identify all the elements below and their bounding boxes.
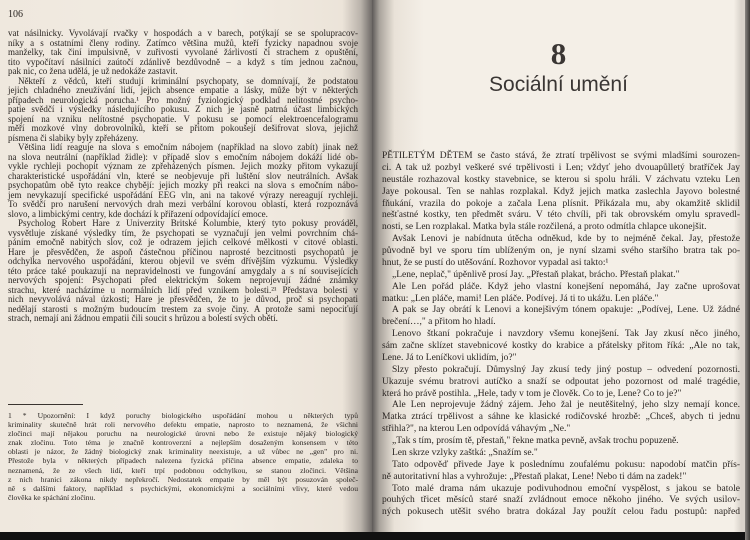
text-line: páním emočně nabitých slov, což je odrazem jejich celkové mělkosti v citové oblasti. xyxy=(8,237,358,247)
text-line: sám začne sklízet stavebnicové kostky do krabice a přátelsky přitom říká: „Ale no tak, xyxy=(382,341,740,351)
text-line: jejich chladného zneužívání lidí, jejich absence empatie a lásky, může být v některých xyxy=(8,85,358,95)
text-line: písmena či slabiky byly zpřeházeny. xyxy=(8,132,139,143)
text-line: Ukazuje svému bratrovi autíčko a snaží se odpoutat jeho pozornost od malé tragédie, xyxy=(382,376,740,387)
text-line: spojení na vzniku nelítostné psychopatie. V pokusu se pomocí elektroencefalogramu xyxy=(8,113,358,124)
text-line: Ale Len neprojevuje žádný zájem. Jeho žal je neutěšitelný, jeho slzy nemají konce. xyxy=(392,400,740,411)
paragraph xyxy=(382,151,740,234)
text-line: fňukání, vrazila do pokoje a začala Lena plísnit. Přikázala mu, aby okamžitě sklidil xyxy=(382,198,740,209)
text-line: Slzy přesto pokračují. Důmyslný Jay zkusí tedy jiný postup – odvedení pozornosti. xyxy=(392,364,740,375)
footnote-line: z nich hranici zákona nikdy nepřekročí. Nedostatek empatie by měl být posuzován společ- xyxy=(8,474,358,484)
text-line: ně autoritativní hlas a vyhrožuje: „Přestaň plakat, Lene! Nebo ti dám na zadek!" xyxy=(382,471,687,482)
page-number: 106 xyxy=(8,9,23,20)
text-line: PĚTILETÝM DĚTEM se často stává, že ztratí trpělivost se svými mladšími sourozen- xyxy=(382,151,740,161)
text-line: která ho právě postihla. „Hele, tady v tom je člověk. Co to je, Lene? Co to je?" xyxy=(382,388,682,399)
text-line: nedělají starosti s možným budoucím trestem za svoje činy. A protože sami nepociťují xyxy=(8,303,358,314)
footnote-divider xyxy=(8,404,83,405)
text-line: Hare je přesvědčen, že aspoň částečnou příčinou naprosté bezcitnosti psychopatů je xyxy=(8,246,358,257)
text-line: vat násilnicky. Vyvolávají rvačky v hospodách a v barech, potýkají se se spolupracov- xyxy=(8,28,358,38)
text-line: brečení…," a přitom ho hladí. xyxy=(382,317,496,328)
text-line: psychopatům obě tyto reakce chybějí: jejich mozky při reakci na slova s emočním nábo- xyxy=(8,180,358,190)
text-line: Lenovo štkaní pokračuje i navzdory všemu konejšení. Tak Jay zkusí něco jiného, xyxy=(392,329,740,340)
text-line: Toto malé drama nám ukazuje podivuhodnou emoční vyspělost, s jakou se batole xyxy=(392,483,740,494)
book-edge xyxy=(745,0,750,540)
paragraph xyxy=(382,400,740,436)
left-page xyxy=(0,0,372,532)
paragraph xyxy=(382,460,740,484)
text-line: patie svědčí i výsledky následujícího pokusu. Z nich je jasně patrná účast limbických xyxy=(8,104,358,114)
text-line: Jaye pokousal. Ten se nahlas rozplakal. Když jejich matka zaslechla Jayovo bolestné xyxy=(382,186,740,197)
text-line: nich nevyvolává nával úzkosti; Hare je přesvědčen, že to je důvod, proč si psychopati xyxy=(8,294,358,304)
text-line: vysvětluje získané výsledky tím, že psychopati se vyznačují jen velmi povrchním chá- xyxy=(8,227,358,238)
text-line: „Tak s tím, prosím tě, přestaň," řekne matka pevně, avšak trochu popuzeně. xyxy=(392,436,679,446)
paragraph xyxy=(382,365,740,401)
text-line: nervových spojení: Psychopati před elektrickým šokem neprojevují žádné známky xyxy=(8,275,358,285)
text-line: slovo, a limbickými centry, kde dochází k přiřazení odpovídající emoce. xyxy=(8,208,268,219)
paragraph xyxy=(382,329,740,365)
paragraph xyxy=(382,305,740,329)
footnote-line: 1 * Upozornění: I když poruchy biologického uspořádání mohou u některých typů xyxy=(8,411,358,420)
text-line: strachu, které nacházíme u normálních lidí před vznikem bolesti.²¹ Představa bolesti v xyxy=(8,284,358,295)
text-line: měří mozkové vlny dobrovolníků, kteří se přitom pokoušejí dešifrovat slova, jejichž xyxy=(8,123,358,133)
chapter-title: Sociální umění xyxy=(489,73,628,96)
text-line: hnut, že se pustí do utěšování. Rozhovor vypadal asi takto:¹ xyxy=(382,257,609,268)
text-line: strach, nemají ani žádnou empatii čili soucit s hrůzou a bolestí svých obětí. xyxy=(8,313,278,323)
text-line: jem nevykazují specifické uspořádání EEG vln, ani na takové výrazy nereagují rychleji. xyxy=(8,189,358,200)
paragraph xyxy=(8,219,358,324)
paragraph xyxy=(8,29,358,77)
text-line: A pak se Jay obrátí k Lenovi a konejšivým tónem opakuje: „Podívej, Lene. Už žádné xyxy=(392,305,740,316)
text-line: ci. A tak už pozbyl veškeré své trpělivosti i Len; vždyť jeho dvouapůlletý bratříček Jay xyxy=(382,162,740,173)
text-line: na slova neutrální (například židle): v případě slov s emočním nábojem dokáží lidé ob- xyxy=(8,151,358,162)
footnote-line: kriminality skutečně hrát roli nervového defektu empatie, naprosto to neznamená, že všichni xyxy=(8,420,358,430)
left-page-body xyxy=(8,29,358,324)
text-line: pouhých třicet měsíců staré snaží zvládnout emoce někoho jiného. Ve svých usilov- xyxy=(382,495,740,506)
paragraph xyxy=(382,448,740,460)
paragraph xyxy=(8,143,358,219)
text-line: manželky, tak činí impulsivně, v zuřivosti vyvolané žárlivostí či strachem z opuštění, xyxy=(8,47,358,57)
paragraph xyxy=(382,234,740,270)
footnote-line: zločinci mají nějakou poruchu na neurologické úrovni nebo že existuje nějaký biologický xyxy=(8,429,358,439)
text-line: případech neurologická porucha.¹ Pro možný fyziologický podklad nelítostné psycho- xyxy=(8,94,358,105)
paragraph xyxy=(382,270,740,282)
paragraph xyxy=(382,282,740,306)
text-line: To svědčí pro narušení nervových drah mezi verbální korovou oblastí, která rozpoznává xyxy=(8,199,358,209)
text-line: nešťastné kostky, ten předmět sváru. V této chvíli, při tak obrovském omylu spravedl- xyxy=(382,210,740,221)
text-line: odchylka nervového uspořádání, kterou objevil ve svém dřívějším výzkumu. Výsledky xyxy=(8,256,358,266)
footnote-line: člověka ke spáchání zločinu. xyxy=(8,492,96,502)
footnote-line: oblasti je názor, že žádný biologický znak kriminality neexistuje, a už vůbec ne „gen" pro ni. xyxy=(8,447,358,457)
paragraph xyxy=(382,436,740,448)
paragraph xyxy=(382,484,740,520)
text-line: matku: „Len pláče, mami! Len pláče. Podívej. Já ti to ukážu. Len pláče." xyxy=(382,293,659,304)
text-line: Někteří z vědců, kteří studují kriminální psychopaty, se domnívají, že podstatou xyxy=(18,75,358,86)
footnote-line: neznamená, že ze všech lidí, kteří trpí podobnou odchylkou, se stanou zločinci. Většina xyxy=(8,465,358,475)
text-line: Lene. Já to Leníčkovi uklidím, jo?" xyxy=(382,352,517,363)
text-line: Psycholog Robert Hare z Univerzity Britské Kolumbie, který tyto pokusy prováděl, xyxy=(18,218,358,228)
footnote-line: ně s dalšími faktory, například s psychickými, ekonomickými a sociálními vlivy, které vedou xyxy=(8,483,358,493)
text-line: neustále rozhazoval kostky stavebnice, se kterou si spolu hráli. V záchvatu vzteku Len xyxy=(382,174,740,185)
text-line: charakteristické uspořádání vln, které se neobjevuje při luštění slov neutrálních. Avšak xyxy=(8,170,358,181)
text-line: Len skrze vzlyky zaštká: „Snažím se." xyxy=(392,447,538,458)
text-line: původně byl ve sporu tím ublíženým on, je nyní slzami svého staršího bratra tak po- xyxy=(382,246,740,256)
text-line: vykle rychleji pochopit význam ze zpřeházených písmen. Jejich mozky přitom vykazují xyxy=(8,161,358,171)
text-line: Avšak Lenovi je nabídnuta útěcha odněkud, kde by to nejméně čekal. Jay, přestože xyxy=(392,234,740,245)
right-page-body xyxy=(382,151,740,519)
text-line: Ale Len pořád pláče. Když jeho vlastní konejšení nepomáhá, Jay začne uprošovat xyxy=(392,281,740,292)
text-line: střihla?", na kterou Len odpovídá váhavým „Ne." xyxy=(382,424,571,435)
paragraph xyxy=(8,77,358,144)
text-line: Většina lidí reaguje na slova s emočním nábojem (například na slovo zabít) jinak než xyxy=(18,142,358,152)
text-line: této práce také poukazují na nepravidelnosti ve fungování amygdaly a s ní souvisejících xyxy=(8,265,358,276)
text-line: ných pokusech utěšit svého bratra dokázal Jay použít celou řadu postupů: napřed xyxy=(382,507,740,518)
text-line: Tato odpověď přivede Jaye k poslednímu zoufalému pokusu: napodobí matčin přís- xyxy=(392,459,740,470)
footnote-line: Přestože byla v některých případech nalezena fyzická příčina absence empatie, zdaleka to xyxy=(8,456,358,466)
chapter-number: 8 xyxy=(550,36,567,71)
footnote-line: znak zločinu. Toto téma je značně kontroverzní a nejlepším dosaženým konsensem v této xyxy=(8,438,358,448)
text-line: „Lene, neplač," úpěnlivě prosí Jay. „Přestaň plakat, brácho. Přestaň plakat." xyxy=(392,269,680,280)
footnote xyxy=(8,411,358,502)
text-line: níky a s ostatními členy rodiny. Zatímco většina mužů, kteří fyzicky napadnou svoje xyxy=(8,37,358,48)
text-line: pak nic, co žena udělá, je už nedokáže zastavit. xyxy=(8,66,178,76)
text-line: tito vypočítaví násilníci zaútočí zdánlivě bezdůvodně – a když s tím jednou začnou, xyxy=(8,56,358,67)
text-line: nosti, se Len rozplakal. Matka byla stále rozčilená, a proto odmítla chlapce ukonejšit. xyxy=(382,222,707,233)
text-line: Matka ztrácí trpělivost a sáhne ke klasické rodičovské hrozbě: „Chceš, abych ti jednu xyxy=(382,412,740,423)
